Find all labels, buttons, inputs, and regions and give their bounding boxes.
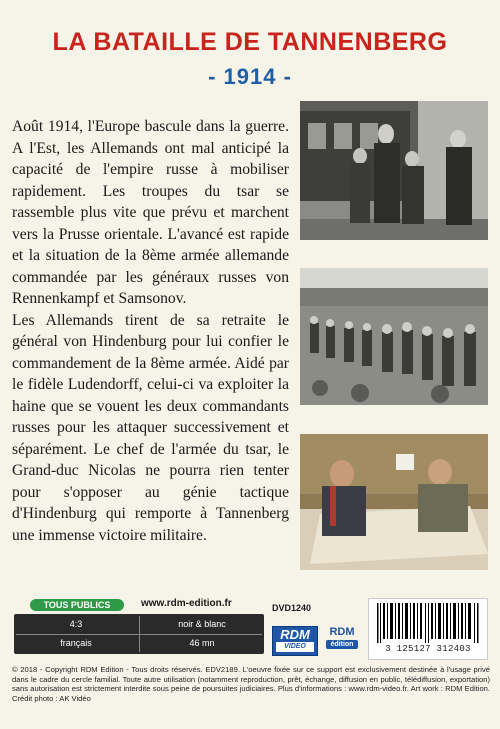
- spec-duration: 46 mn: [189, 638, 215, 648]
- rdm-edition-logo: [322, 626, 362, 654]
- product-reference: DVD1240: [272, 603, 312, 613]
- rdm-video-logo-top: RDM: [280, 627, 310, 642]
- website-link[interactable]: www.rdm-edition.fr: [141, 598, 232, 609]
- barcode-number: 3 125127 312403: [385, 644, 471, 654]
- cover-title: LA BATAILLE DE TANNENBERG: [52, 28, 448, 56]
- rdm-video-logo: [272, 626, 318, 656]
- rdm-video-logo-bottom: VIDEO: [276, 642, 314, 652]
- rdm-edition-logo-top: RDM: [329, 626, 355, 638]
- synopsis-text: Août 1914, l'Europe bascule dans la guerre. A l'Est, les Allemands ont mal anticipé la capacité de l'empire russe à mobiliser rapidement. Les troupes du tsar se rassemble plus vite que prévu et marchent vers la Prusse orientale. L'avancé est rapide et la situation de la 8ème armée allemande commandée par les généraux russes von Rennenkampf et Samsonov. Les Allemands tirent de sa retraite le général von Hindenburg pour lui confier le commandement de la 8ème armée. Aidé par le fidèle Ludendorff, celui-ci va exploiter la haine que se vouent les deux commandants russes pour les attaquer successivement et séparément. Le chef de l'armée du tsar, le Grand-duc Nicolas ne pourra rien tenter pour s'opposer au génie tactique d'Hindenburg qui remporte à Tannenberg une immense victoire militaire.: [12, 118, 289, 544]
- cover-year: - 1914 -: [208, 64, 292, 89]
- photo-marching-troops: [300, 268, 488, 405]
- painting-generals-map: [300, 434, 488, 570]
- barcode-bars: [377, 603, 479, 643]
- photo-officers-train: [300, 101, 488, 240]
- audience-badge: TOUS PUBLICS: [30, 599, 124, 611]
- rdm-edition-logo-bottom: édition: [326, 640, 358, 649]
- barcode: [368, 598, 488, 660]
- spec-language: français: [60, 638, 92, 648]
- spec-aspect-ratio: 4:3: [69, 619, 83, 629]
- legal-notice: © 2018 - Copyright RDM Edition - Tous droits réservés. EDV2189. L'oeuvre fixée sur ce support est exclusivement destinée à l'usage privé dans le cadre du cercle familial. Toute autre utilisation (notamment reproduction, prêt, échange, diffusion en public, télédiffusion, exportation) sans autorisation est strictement interdite sous peine de poursuites judiciaires. Plus d'informations : www.rdm-video.fr. Art work : RDM Edition. Crédit photo : AK Vidéo: [12, 665, 490, 703]
- specs-table: [14, 614, 264, 654]
- spec-color: noir & blanc: [178, 619, 226, 629]
